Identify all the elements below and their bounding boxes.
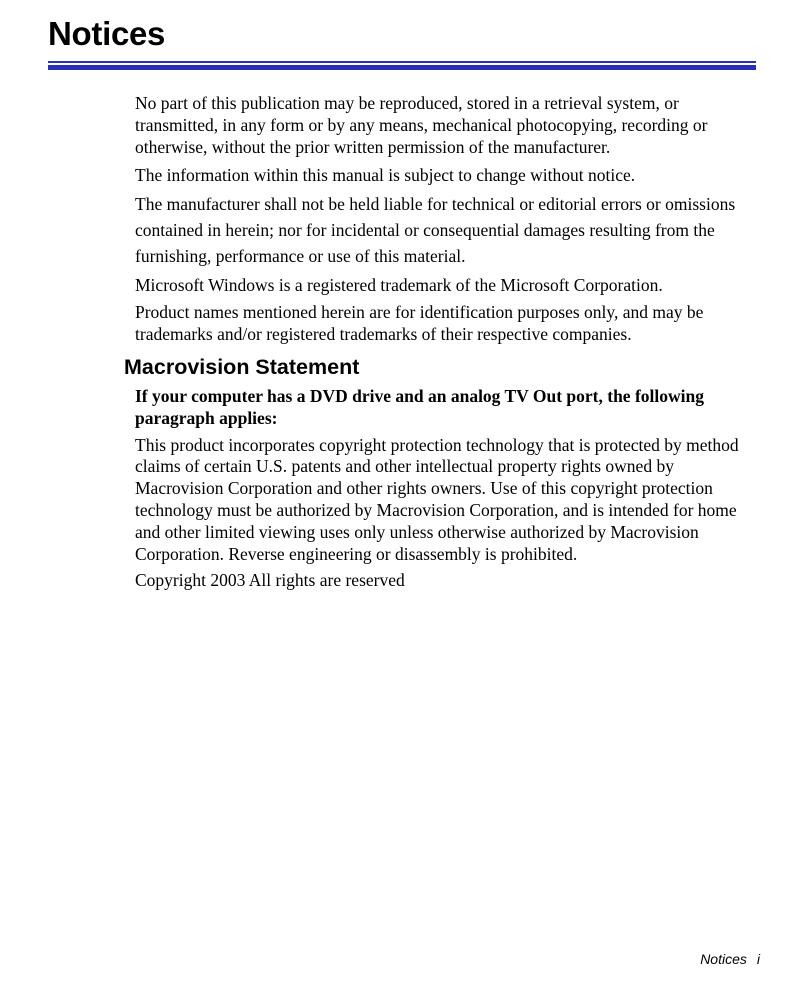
notice-paragraph-reproduction: No part of this publication may be reproduced, stored in a retrieval system, or transmitted, in any form or by any means, mechanical photocopying, recording or otherwise, without the prior written permission of the manufacturer. [135,93,708,158]
title-rule-thick [48,65,756,70]
macrovision-lead: If your computer has a DVD drive and an analog TV Out port, the following paragraph applies: [135,386,704,428]
copyright-line: Copyright 2003 All rights are reserved [135,570,405,591]
macrovision-body [135,386,765,597]
page-title: Notices [48,15,166,52]
notice-paragraph-change: The information within this manual is subject to change without notice. [135,164,636,185]
notice-paragraph-trademark: Microsoft Windows is a registered trademark of the Microsoft Corporation. [135,274,663,295]
title-rule-thin [48,61,756,63]
footer-section-name: Notices [700,951,747,967]
section-heading-macrovision: Macrovision Statement [124,355,360,379]
macrovision-paragraph: This product incorporates copyright protection technology that is protected by method claims of certain U.S. patents and other intellectual property rights owned by Macrovision Corporation and other rights owners. Use of this copyright protection technology must be authorized by Macrovision Corporation, and is intended for home and other limited viewing uses only unless otherwise authorized by Macrovision Corporation. Reverse engineering or disassembly is prohibited. [135,434,739,564]
notice-paragraph-liability: The manufacturer shall not be held liable for technical or editorial errors or omissions contained in herein; nor for incidental or consequential damages resulting from the furnishing, performance or use of this material. [135,193,736,266]
footer-page-number: i [756,951,760,967]
notices-body [135,92,765,350]
notice-paragraph-product-names: Product names mentioned herein are for identification purposes only, and may be trademarks and/or registered trademarks of their respective companies. [135,302,704,345]
page-footer [700,950,760,968]
